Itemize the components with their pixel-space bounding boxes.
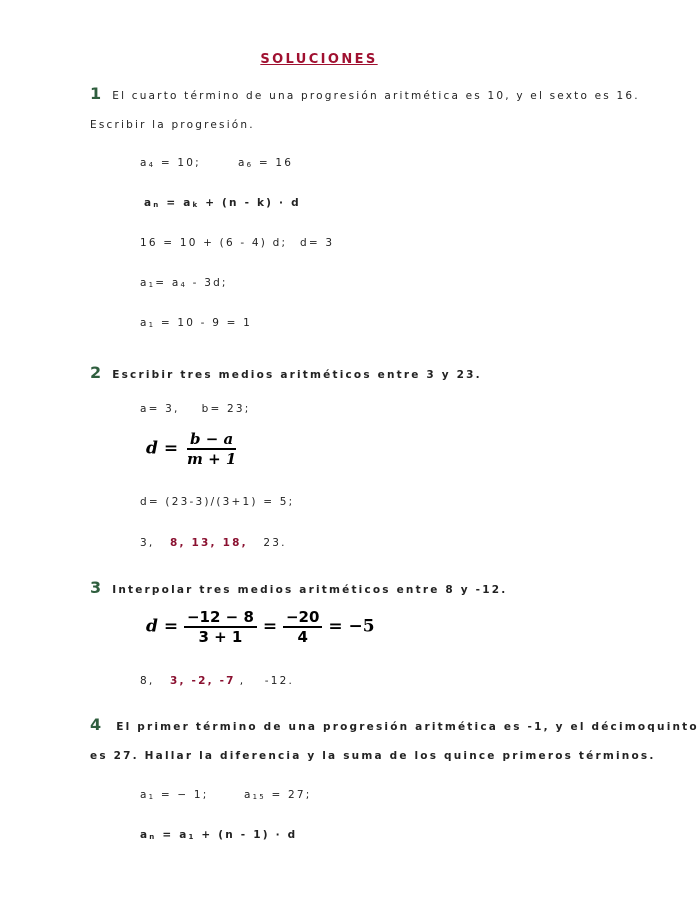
given-a4: $a_4 = 10$; [140,157,201,169]
problem-number: 1 [90,84,102,103]
page-title: SOLUCIONES [260,52,378,67]
problem-2-statement [90,363,482,382]
step-solve-d: 16 = 10 + (6 - 4) d; [140,237,288,249]
general-formula: $a_n = a_k + (n - k) \cdot d$ [144,197,301,209]
problem-text: Interpolar tres medios aritméticos entre 8 y -12. [112,584,508,596]
problem-text-cont: Escribir la progresión. [90,119,255,131]
problem-text-cont: es 27. Hallar la diferencia y la suma de los quince primeros términos. [90,750,656,762]
step-a1: $a_1= a_4 - 3d$; [140,277,228,289]
general-formula: $a_n = a_1 + (n - 1) \cdot d$ [140,829,298,841]
calc-d: d= (23-3)/(3+1) = 5; [140,496,295,508]
given-a6: $a_6 = 16$ [238,157,294,169]
problem-3-statement [90,578,507,597]
result-d: d= 3 [300,237,335,249]
sequence-result: 8, 3, -2, -7 , -12. [140,675,295,687]
result-a1: $a_1 = 10 - 9 = 1$ [140,317,253,329]
difference-formula: d = $\frac{b - a}{m + 1}$ [146,430,237,468]
given-a-b: a= 3, b= 23; [140,403,251,415]
problem-number: 4 [90,715,102,734]
problem-text: El cuarto término de una progresión aritmética es 10, y el sexto es 16. [112,90,640,102]
problem-number: 3 [90,578,102,597]
problem-1-statement [90,84,640,103]
difference-formula: d = $\frac{-12 - 8}{3 + 1}$ = $\frac{-20}{4}$ = −5 [146,608,375,646]
given-a1: $a_1$ = − 1; [140,789,209,801]
problem-number: 2 [90,363,102,382]
given-a15: $a_{15} = 27$; [244,789,312,801]
sequence-result: 3, 8, 13, 18, 23. [140,537,287,549]
problem-text: Escribir tres medios aritméticos entre 3 y 23. [112,369,482,381]
problem-text: El primer término de una progresión aritmética es -1, y el décimoquinto [116,721,699,733]
problem-4-statement [90,715,699,734]
